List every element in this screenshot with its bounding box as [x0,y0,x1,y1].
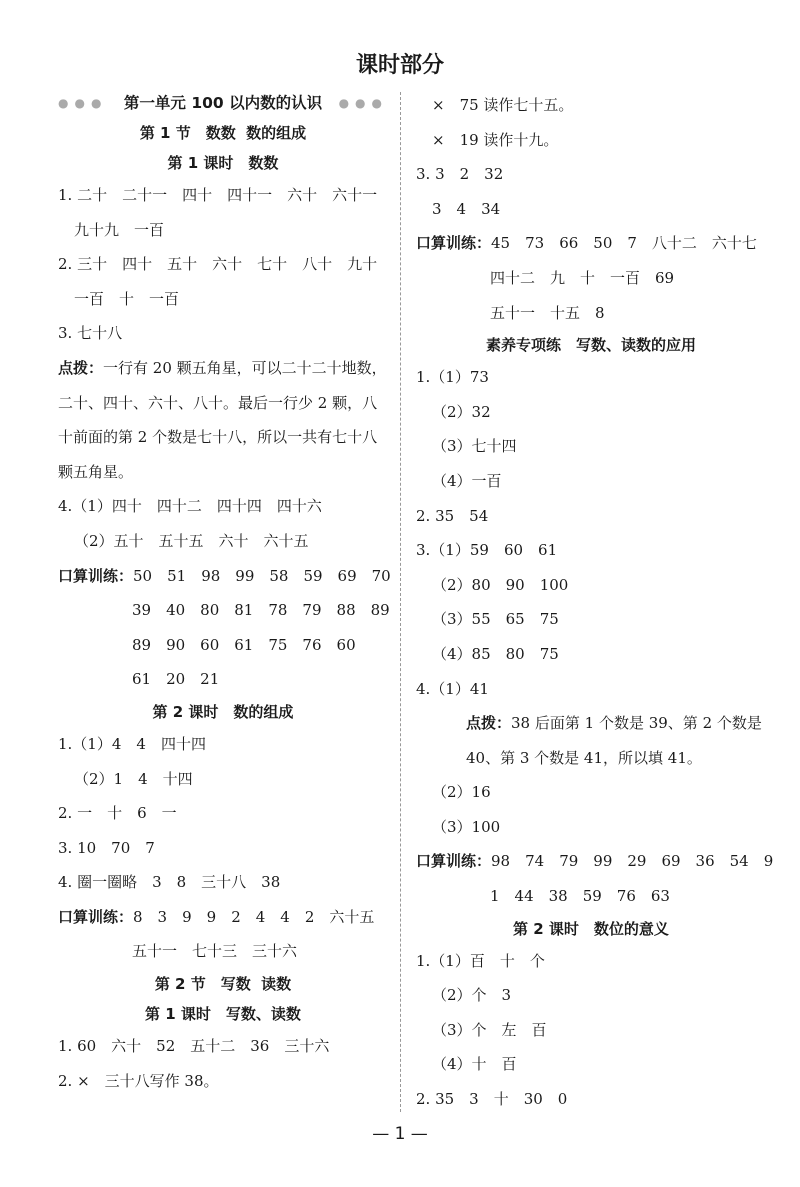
answer-line: 2. 35 54 [416,506,489,525]
answer-line: 1. 二十 二十一 四十 四十一 六十 六十一 [58,186,378,204]
page-number: — 1 — [372,1124,428,1144]
answer-line: 3. 3 2 32 [416,165,504,184]
answer-line: 1. 60 六十 52 五十二 36 三十六 [58,1037,330,1056]
oral-training-line [58,559,391,594]
section-title: 第 1 节 数数 数的组成 [139,124,307,142]
lesson-title: 第 2 课时 数的组成 [152,702,294,721]
unit-title: 第一单元 100 以内数的认识 [123,94,323,112]
oral-training-label: 口算训练： [58,566,134,585]
answer-line: 2. 三十 四十 五十 六十 七十 八十 九十 [58,255,378,274]
tip-paragraph [58,351,388,489]
oral-training-line: 1 44 38 59 76 63 [490,887,670,906]
unit-heading [58,88,388,118]
answer-line: （3）个 左 百 [432,1020,547,1039]
answer-line: 2. 一 十 6 一 [58,804,177,823]
answer-line: 4.（1）四十 四十二 四十四 四十六 [58,497,322,516]
answer-line: 一百 十 一百 [74,289,180,308]
answer-line: （2）1 4 十四 [74,769,193,788]
answer-line: 2. × 三十八写作 38。 [58,1071,219,1090]
answer-line: 1.（1）4 4 四十四 [58,734,206,753]
oral-training-line [58,900,388,935]
lesson-title: 第 2 课时 数位的意义 [513,919,669,938]
answer-line: （2）32 [432,402,491,421]
column-divider [400,92,401,1112]
answer-line: 3. 10 70 7 [58,838,155,857]
oral-training-line: 89 90 60 61 75 76 60 [132,635,356,654]
oral-values: 45 73 66 50 7 八十二 六十七 [491,234,757,253]
oral-values: 98 74 79 99 29 69 36 54 9 [491,852,774,871]
answer-line: 3.（1）59 60 61 [416,541,558,560]
answer-line: 3. 七十八 [58,324,123,343]
oral-training-label: 口算训练： [416,234,492,253]
lesson-title: 第 1 课时 写数、读数 [145,1005,301,1024]
oral-values: 50 51 98 99 58 59 69 70 [133,566,391,585]
oral-training-line [416,226,766,261]
answer-line: （2）16 [432,783,491,802]
tip-text: 38 后面第 1 个数是 39、第 2 个数是 40、第 3 个数是 41，所以填 41。 [466,714,762,767]
left-column [58,88,391,1098]
oral-values: 8 3 9 9 2 4 4 2 六十五 [133,907,375,926]
answer-line: 3 4 34 [432,199,501,218]
answer-line: （4）85 80 75 [432,644,559,663]
tip-paragraph [416,706,766,775]
special-practice-title: 素养专项练 写数、读数的应用 [485,336,696,355]
answer-line: （4）一百 [432,471,502,490]
answer-line: 1.（1）百 十 个 [416,951,545,970]
lesson-title: 第 1 课时 数数 [167,154,279,172]
tip-label: 点拨： [466,714,512,733]
oral-training-line: 四十二 九 十 一百 69 [490,268,675,287]
dots-left-decoration: ●●● [58,96,108,110]
answer-line: （2）五十 五十五 六十 六十五 [74,531,309,550]
oral-training-line: 五十一 七十三 三十六 [132,942,298,961]
answer-line: × 75 读作七十五。 [432,96,574,114]
oral-training-line: 五十一 十五 8 [490,303,605,322]
oral-training-label: 口算训练： [58,907,134,926]
right-column [416,88,774,1117]
answer-line: 4.（1）41 [416,679,489,698]
answer-line: （2）个 3 [432,986,512,1005]
section-title: 第 2 节 写数 读数 [154,975,292,994]
oral-training-label: 口算训练： [416,852,492,871]
answer-line: （2）80 90 100 [432,575,569,594]
oral-training-line [416,844,774,879]
answer-line: 4. 圈一圈略 3 8 三十八 38 [58,873,281,892]
answer-line: （3）55 65 75 [432,610,559,629]
answer-line: （4）十 百 [432,1055,517,1074]
answer-line: （3）100 [432,817,501,836]
answer-line: （3）七十四 [432,437,517,456]
answer-line: 1.（1）73 [416,368,489,387]
answer-line: 2. 35 3 十 30 0 [416,1090,568,1109]
tip-label: 点拨： [58,358,104,377]
dots-right-decoration: ●●● [338,96,388,110]
answer-line: 九十九 一百 [74,220,165,239]
oral-training-line: 61 20 21 [132,670,220,689]
tip-text: 一行有 20 颗五角星，可以二十二十地数，二十、四十、六十、八十。最后一行少 2 颗，八十前面的第 2 个数是七十八，所以一共有七十八颗五角星。 [58,358,387,481]
page-title: 课时部分 [355,53,444,78]
oral-training-line: 39 40 80 81 78 79 88 89 [132,601,390,620]
answer-line: × 19 读作十九。 [432,130,559,149]
